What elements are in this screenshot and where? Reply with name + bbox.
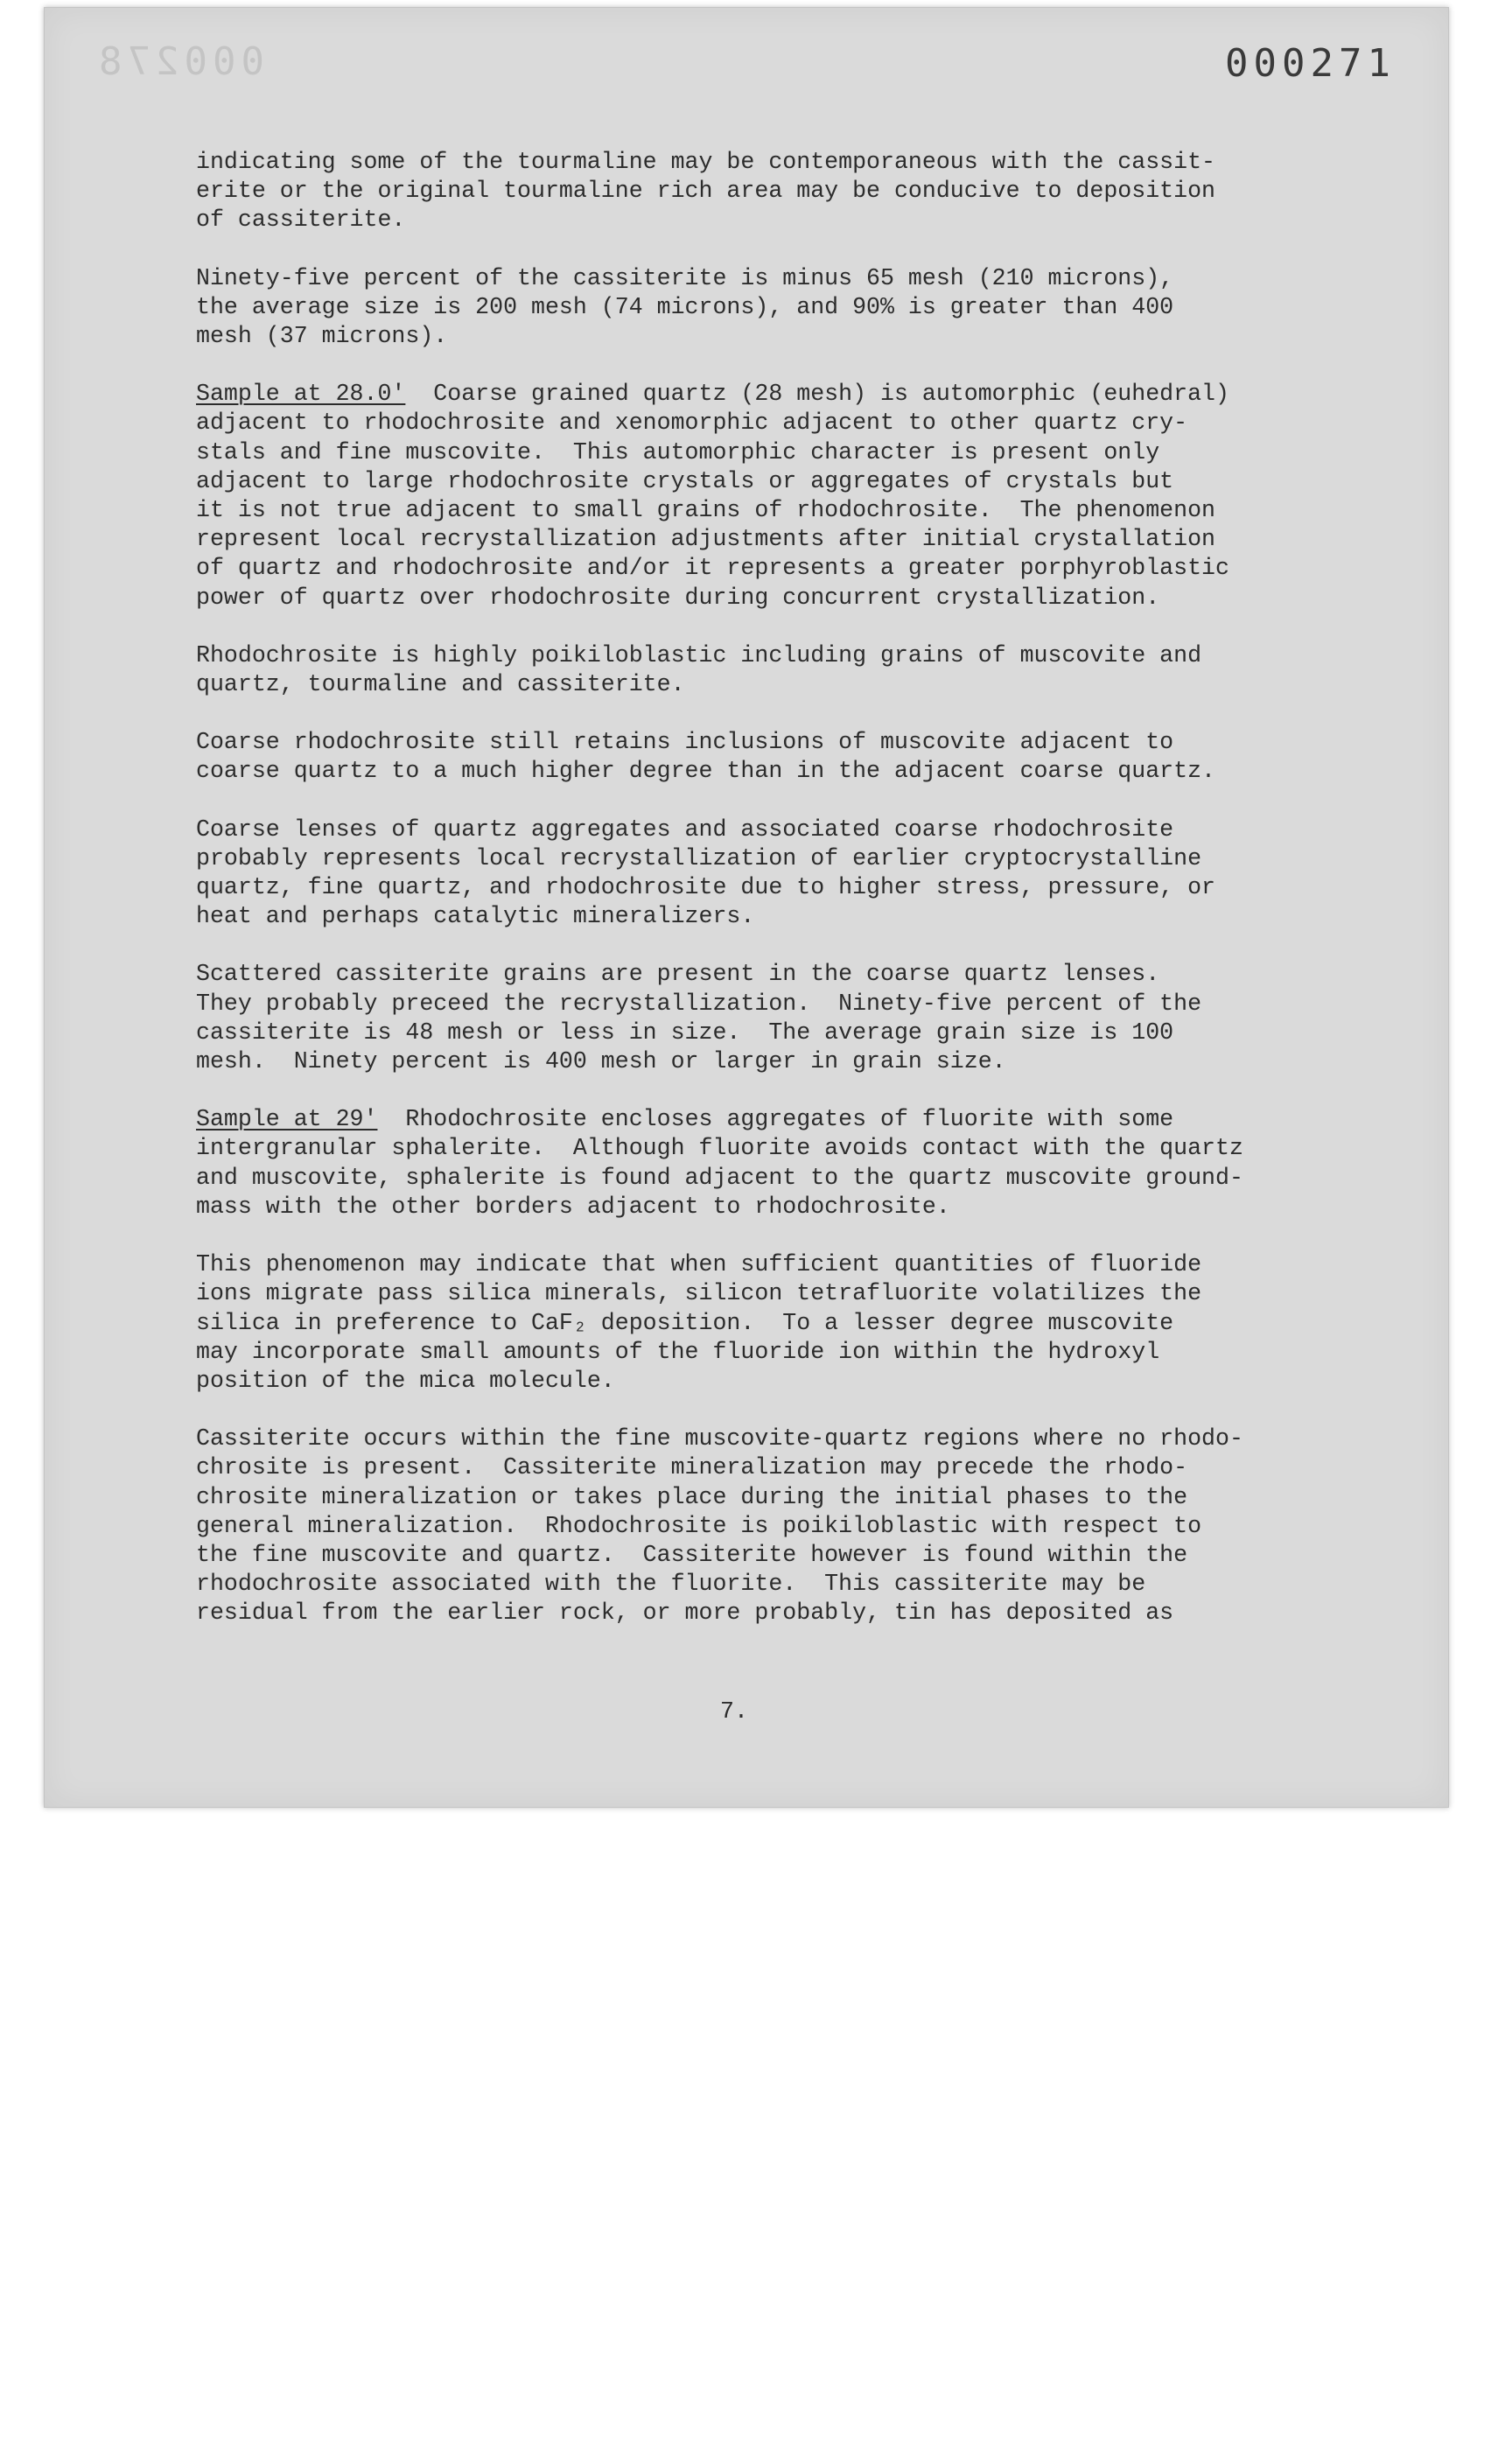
paragraph-text: Rhodochrosite encloses aggregates of fluorite with some intergranular sphalerite. Although fluorite avoids contact with the quartz and muscovite, sphalerite is found adjacent to the quartz muscovite ground- mass with the other borders adjacent to rhodochrosite. (196, 1106, 1243, 1220)
paragraph (196, 728, 1351, 786)
paragraph (196, 960, 1351, 1076)
paragraph (196, 264, 1351, 352)
paragraph (196, 1250, 1351, 1396)
paragraph-text: Cassiterite occurs within the fine muscovite-quartz regions where no rhodo- chrosite is present. Cassiterite mineralization may precede the rhodo- chrosite mineralization or takes place during the initial phases to the general mineralization. Rhodochrosite is poikiloblastic with respect to the fine muscovite and quartz. Cassiterite however is found within the rhodochrosite associated with the fluorite. This cassiterite may be residual from the earlier rock, or more probably, tin has deposited as (196, 1425, 1243, 1627)
page-number: 7. (720, 1698, 748, 1725)
paragraph (196, 148, 1351, 235)
paragraph (196, 380, 1351, 612)
paragraph (196, 1424, 1351, 1628)
paragraph-text: This phenomenon may indicate that when sufficient quantities of fluoride ions migrate pass silica minerals, silicon tetrafluorite volatilizes the silica in preference to CaF₂ deposition. To a lesser degree muscovite may incorporate small amounts of the fluoride ion within the hydroxyl position of the mica molecule. (196, 1251, 1202, 1394)
paragraph-text: Coarse rhodochrosite still retains inclusions of muscovite adjacent to coarse quartz to a much higher degree than in the adjacent coarse quartz. (196, 729, 1215, 785)
document-number: 000271 (1225, 41, 1396, 86)
paragraph (196, 641, 1351, 699)
scanned-page (44, 7, 1449, 1808)
sample-heading: Sample at 28.0' (196, 381, 406, 408)
paragraph-text: Scattered cassiterite grains are present in the coarse quartz lenses. They probably preceed the recrystallization. Ninety-five percent of the cassiterite is 48 mesh or less in size. The average grain size is 100 mesh. Ninety percent is 400 mesh or larger in grain size. (196, 961, 1202, 1075)
paragraph-text: indicating some of the tourmaline may be contemporaneous with the cassit- erite or the original tourmaline rich area may be conducive to deposition of cassiterite. (196, 149, 1215, 234)
bleed-through-number: 000278 (94, 39, 264, 84)
paragraph-text: Coarse grained quartz (28 mesh) is automorphic (euhedral) adjacent to rhodochrosite and xenomorphic adjacent to other quartz cry- stals and fine muscovite. This automorphic character is present only adjacent to large rhodochrosite crystals or aggregates of crystals but it is not true adjacent to small grains of rhodochrosite. The phenomenon represent local recrystallization adjustments after initial crystallation of quartz and rhodochrosite and/or it represents a greater porphyroblastic power of quartz over rhodochrosite during concurrent crystallization. (196, 381, 1229, 611)
paragraph (196, 1105, 1351, 1222)
sample-heading: Sample at 29' (196, 1106, 378, 1133)
paragraph-text: Rhodochrosite is highly poikiloblastic including grains of muscovite and quartz, tourmaline and cassiterite. (196, 641, 1202, 698)
paragraph (196, 816, 1351, 932)
paragraph-text: Ninety-five percent of the cassiterite is minus 65 mesh (210 microns), the average size is 200 mesh (74 microns), and 90% is greater than 400 mesh (37 microns). (196, 264, 1174, 350)
body-text (196, 148, 1351, 1657)
paragraph-text: Coarse lenses of quartz aggregates and associated coarse rhodochrosite probably represents local recrystallization of earlier cryptocrystalline quartz, fine quartz, and rhodochrosite due to higher stress, pressure, or heat and perhaps catalytic mineralizers. (196, 816, 1215, 930)
